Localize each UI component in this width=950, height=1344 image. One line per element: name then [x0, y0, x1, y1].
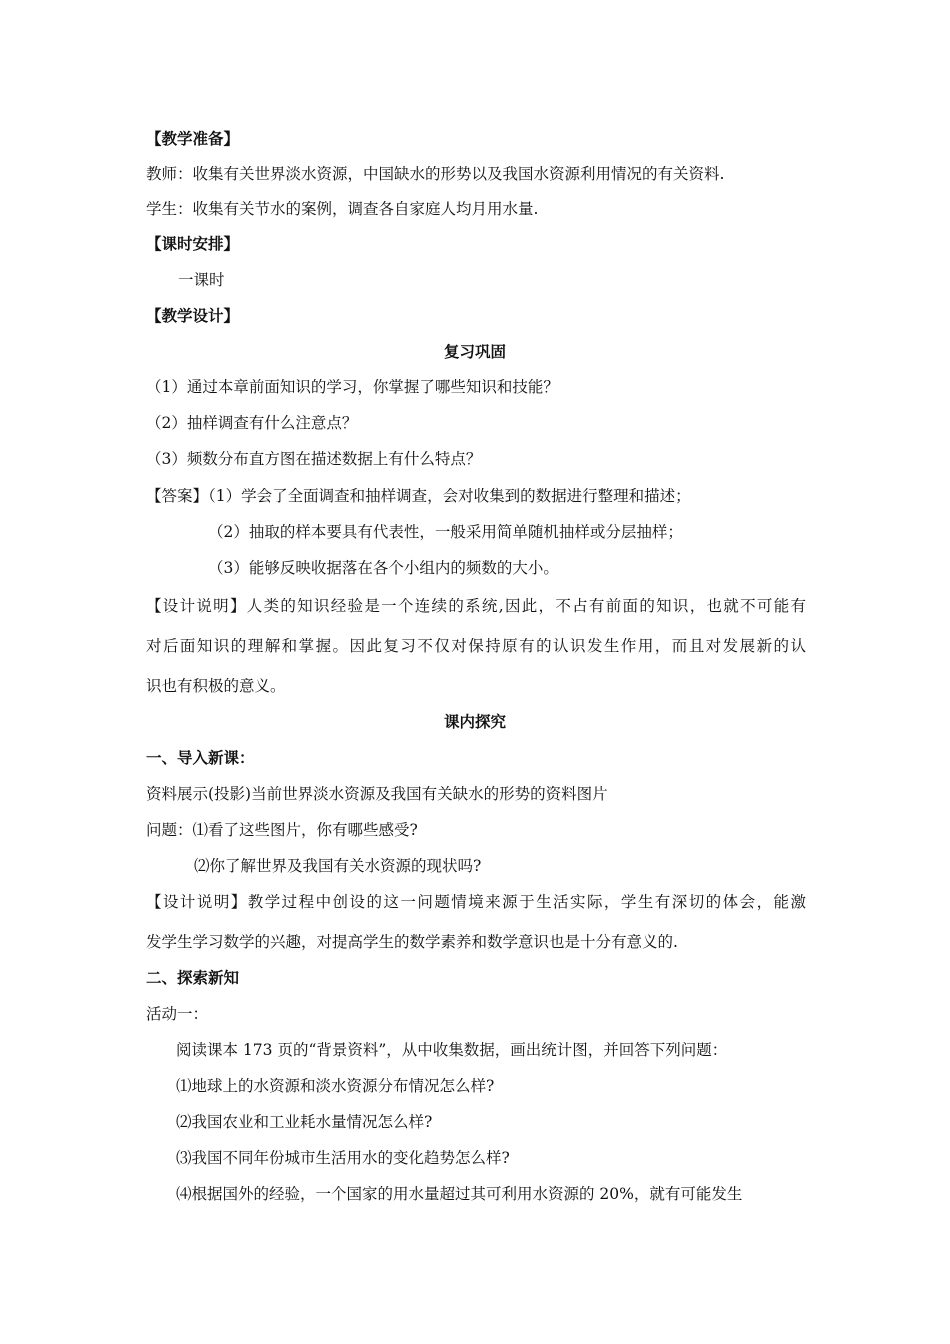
review-answer-1: 【答案】（1）学会了全面调查和抽样调查，会对收集到的数据进行整理和描述；: [146, 487, 691, 505]
review-note-line-1: 【设计说明】人类的知识经验是一个连续的系统,因此，不占有前面的知识，也就不可能有: [146, 597, 806, 615]
activity-instruction: 阅读课本 173 页的“背景资料”，从中收集数据，画出统计图，并回答下列问题：: [176, 1041, 728, 1059]
review-question-2: （2）抽样调查有什么注意点？: [146, 414, 358, 432]
activity-label: 活动一：: [146, 1005, 209, 1023]
explore-note-line-2: 发学生学习数学的兴趣，对提高学生的数学素养和数学意识也是十分有意义的.: [146, 933, 678, 951]
review-answer-2: （2）抽取的样本要具有代表性，一般采用简单随机抽样或分层抽样；: [208, 523, 683, 541]
intro-question-1: 问题：⑴看了这些图片，你有哪些感受?: [146, 821, 418, 839]
activity-question-2: ⑵我国农业和工业耗水量情况怎么样?: [176, 1113, 433, 1131]
prep-teacher-text: 教师：收集有关世界淡水资源，中国缺水的形势以及我国水资源利用情况的有关资料.: [146, 165, 725, 183]
review-note-line-3: 识也有积极的意义。: [146, 677, 286, 695]
new-knowledge-heading: 二、探索新知: [146, 969, 240, 987]
review-note-line-2: 对后面知识的理解和掌握。因此复习不仅对保持原有的认识发生作用，而且对发展新的认: [146, 637, 806, 655]
review-question-1: （1）通过本章前面知识的学习，你掌握了哪些知识和技能？: [146, 378, 559, 396]
activity-question-1: ⑴地球上的水资源和淡水资源分布情况怎么样?: [176, 1077, 495, 1095]
activity-question-3: ⑶我国不同年份城市生活用水的变化趋势怎么样?: [176, 1149, 510, 1167]
review-answer-3: （3）能够反映收据落在各个小组内的频数的大小。: [208, 559, 559, 577]
activity-question-4: ⑷根据国外的经验，一个国家的用水量超过其可利用水资源的 20%，就有可能发生: [176, 1185, 743, 1203]
review-title: 复习巩固: [443, 343, 506, 361]
prep-heading: 【教学准备】: [146, 130, 240, 148]
intro-heading: 一、导入新课：: [146, 749, 255, 767]
explore-note-line-1: 【设计说明】教学过程中创设的这一问题情境来源于生活实际，学生有深切的体会，能激: [146, 893, 806, 911]
explore-title: 课内探究: [443, 713, 506, 731]
schedule-heading: 【课时安排】: [146, 235, 240, 253]
design-heading: 【教学设计】: [146, 307, 240, 325]
review-question-3: （3）频数分布直方图在描述数据上有什么特点？: [146, 450, 482, 468]
intro-material: 资料展示(投影)当前世界淡水资源及我国有关缺水的形势的资料图片: [146, 785, 608, 803]
intro-question-2: ⑵你了解世界及我国有关水资源的现状吗?: [194, 857, 482, 875]
prep-student-text: 学生：收集有关节水的案例，调查各自家庭人均月用水量.: [146, 200, 539, 218]
schedule-value: 一课时: [178, 271, 225, 289]
